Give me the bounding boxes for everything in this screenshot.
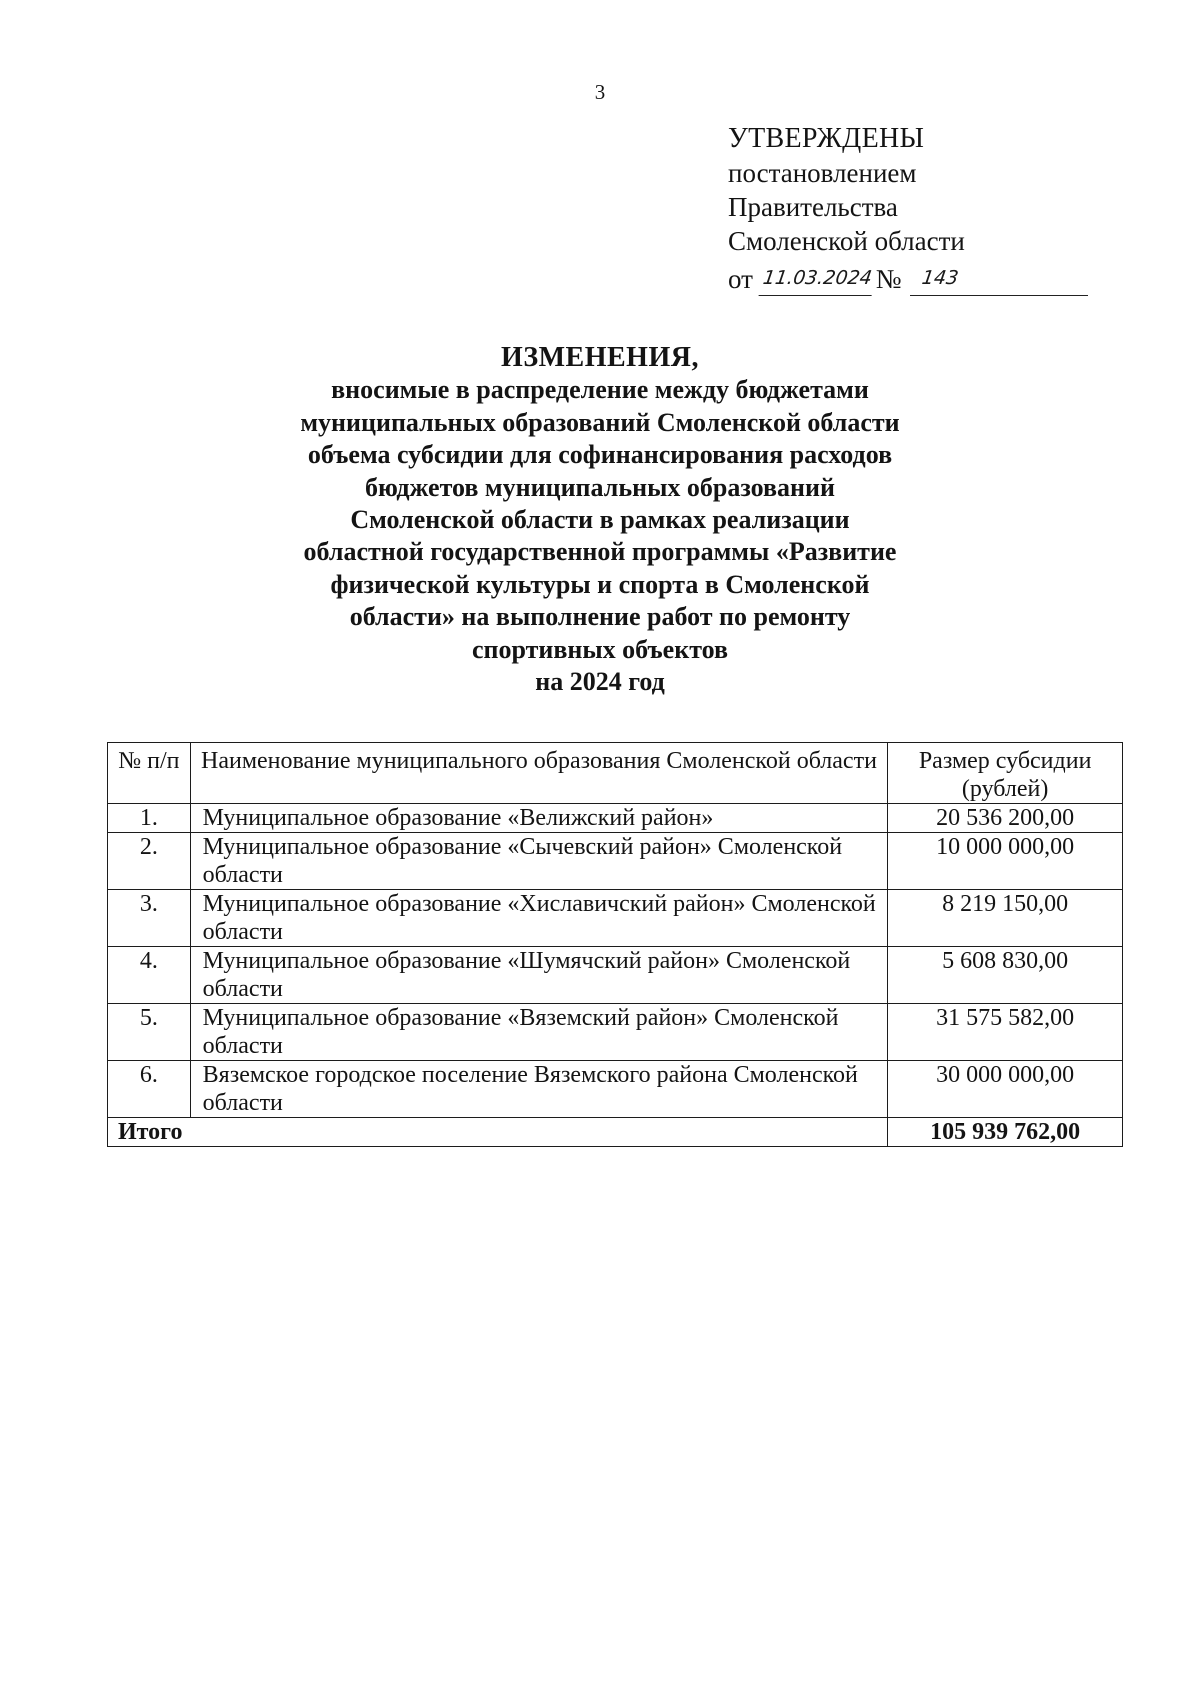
row-number: 3. bbox=[108, 890, 191, 947]
document-subtitle-line: объема субсидии для софинансирования расходов bbox=[307, 440, 893, 470]
approval-title: УТВЕРЖДЕНЫ bbox=[728, 123, 925, 154]
row-amount: 20 536 200,00 bbox=[888, 804, 1123, 833]
total-amount: 105 939 762,00 bbox=[888, 1118, 1123, 1147]
approval-authority: постановлением Правительства bbox=[728, 158, 917, 222]
document-subtitle-line: бюджетов муниципальных образований bbox=[365, 472, 835, 502]
approval-number-sign: № bbox=[875, 264, 902, 294]
row-name: Муниципальное образование «Велижский район» bbox=[190, 804, 888, 833]
row-amount: 30 000 000,00 bbox=[888, 1061, 1123, 1118]
approval-number-field bbox=[910, 258, 1088, 296]
row-number: 6. bbox=[108, 1061, 191, 1118]
table-header-row bbox=[108, 743, 1123, 804]
approval-region: Смоленской области bbox=[728, 226, 965, 256]
page-number: 3 bbox=[594, 80, 606, 104]
table-row bbox=[108, 833, 1123, 890]
table-row bbox=[108, 804, 1123, 833]
document-heading: ИЗМЕНЕНИЯ, bbox=[501, 342, 699, 373]
table-row bbox=[108, 1061, 1123, 1118]
row-name: Муниципальное образование «Вяземский район» Смоленской области bbox=[190, 1004, 888, 1061]
row-name: Муниципальное образование «Сычевский район» Смоленской области bbox=[190, 833, 888, 890]
document-subtitle-line: Смоленской области в рамках реализации bbox=[350, 505, 850, 535]
table-row bbox=[108, 947, 1123, 1004]
header-amount: Размер субсидии (рублей) bbox=[888, 743, 1123, 804]
row-amount: 10 000 000,00 bbox=[888, 833, 1123, 890]
row-number: 5. bbox=[108, 1004, 191, 1061]
row-number: 2. bbox=[108, 833, 191, 890]
row-number: 1. bbox=[108, 804, 191, 833]
total-row bbox=[108, 1118, 1123, 1147]
table-row bbox=[108, 1004, 1123, 1061]
approval-date-number-line bbox=[728, 258, 1088, 296]
table-row bbox=[108, 890, 1123, 947]
document-subtitle-line: физической культуры и спорта в Смоленской bbox=[330, 569, 870, 599]
total-label: Итого bbox=[108, 1118, 888, 1147]
document-title bbox=[100, 342, 1100, 698]
row-amount: 8 219 150,00 bbox=[888, 890, 1123, 947]
approval-date-handwritten: 11.03.2024 bbox=[758, 261, 876, 296]
document-subtitle-line: области» на выполнение работ по ремонту bbox=[349, 602, 851, 632]
document-subtitle-line: муниципальных образований Смоленской области bbox=[300, 407, 900, 437]
row-name: Муниципальное образование «Хиславичский район» Смоленской области bbox=[190, 890, 888, 947]
row-amount: 31 575 582,00 bbox=[888, 1004, 1123, 1061]
subsidy-table bbox=[107, 742, 1123, 1147]
document-subtitle-line: областной государственной программы «Развитие bbox=[303, 537, 897, 567]
row-name: Вяземское городское поселение Вяземского района Смоленской области bbox=[190, 1061, 888, 1118]
row-number: 4. bbox=[108, 947, 191, 1004]
row-name: Муниципальное образование «Шумячский район» Смоленской области bbox=[190, 947, 888, 1004]
row-amount: 5 608 830,00 bbox=[888, 947, 1123, 1004]
header-name: Наименование муниципального образования Смоленской области bbox=[190, 743, 888, 804]
approval-from-prefix: от bbox=[728, 264, 753, 294]
header-number: № п/п bbox=[108, 743, 191, 804]
approval-number-handwritten: 143 bbox=[919, 267, 960, 289]
approval-block bbox=[728, 122, 1088, 296]
document-subtitle-line: вносимые в распределение между бюджетами bbox=[331, 375, 869, 405]
document-subtitle-line: спортивных объектов bbox=[471, 634, 729, 664]
document-subtitle-line: на 2024 год bbox=[535, 667, 665, 697]
